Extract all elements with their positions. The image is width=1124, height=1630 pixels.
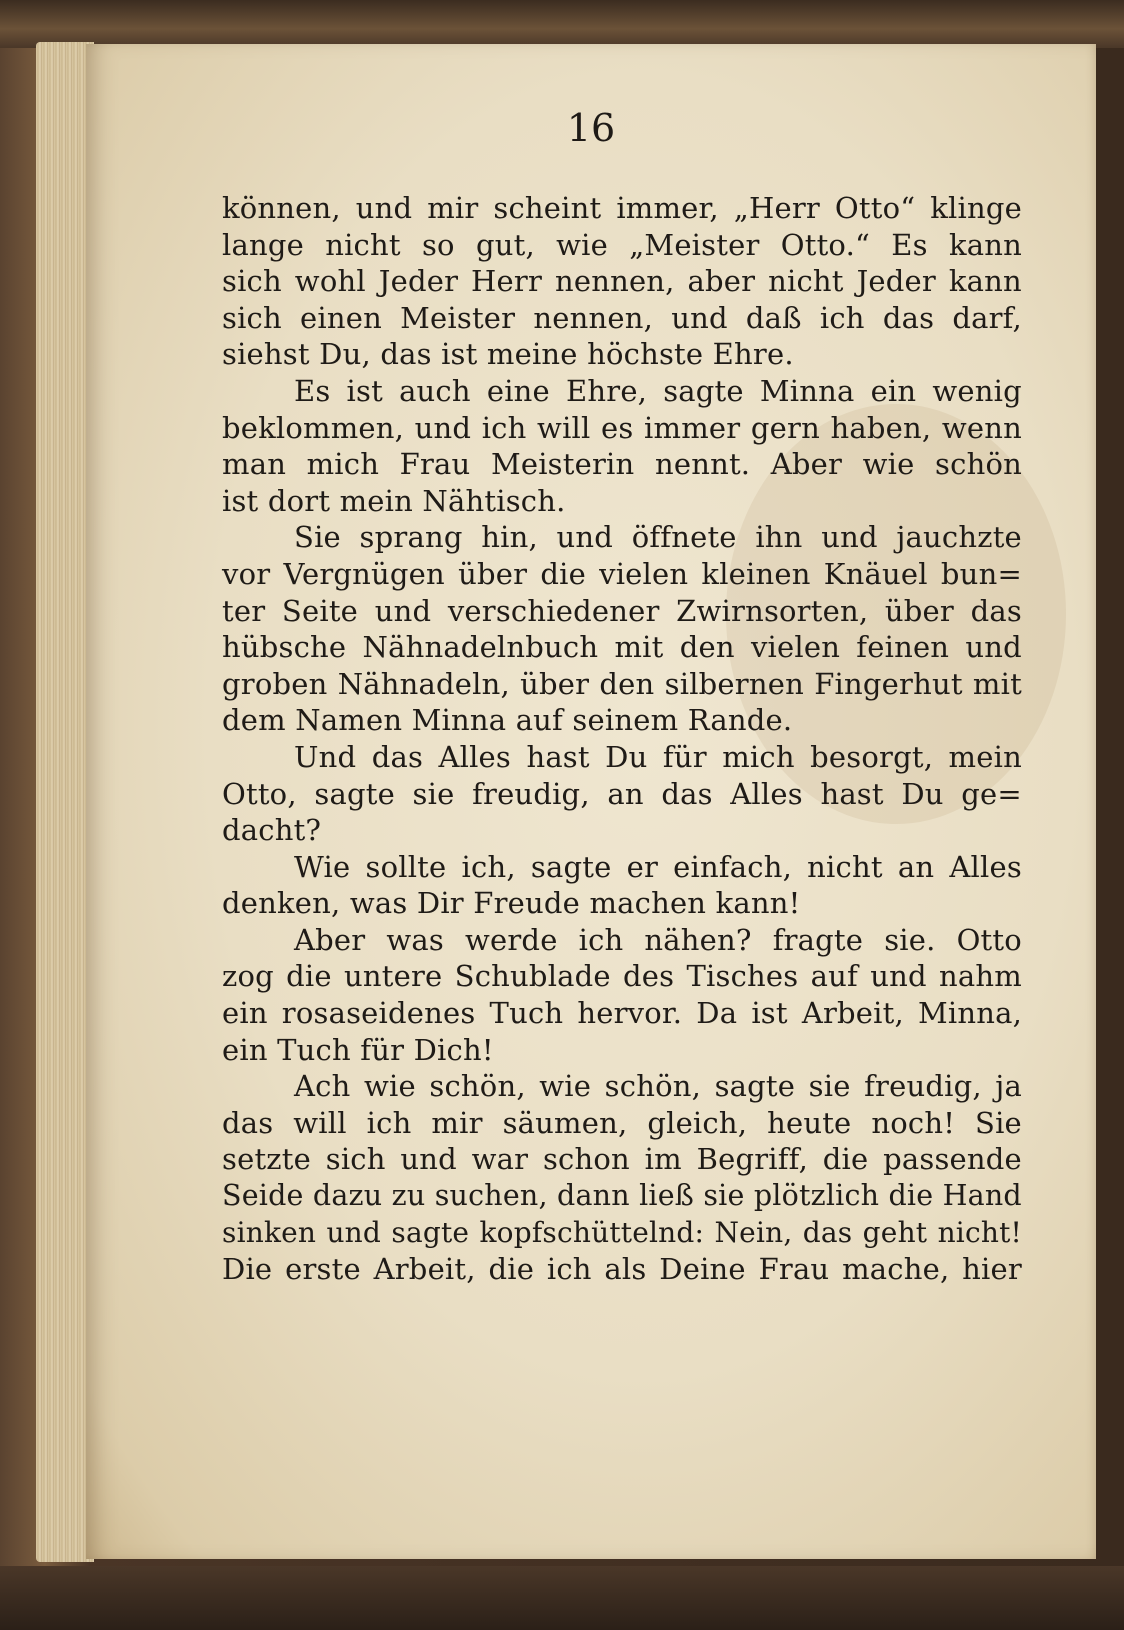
text-line: ein rosaseidenes Tuch hervor. Da ist Arbeit, Minna, <box>222 996 1022 1031</box>
text-line: Und das Alles hast Du für mich besorgt, mein <box>294 739 1022 774</box>
body-text <box>222 190 1022 1288</box>
text-line: ist dort mein Nähtisch. <box>222 483 566 518</box>
text-line: Otto, sagte sie freudig, an das Alles hast Du ge= <box>222 776 1022 811</box>
text-line: Es ist auch eine Ehre, sagte Minna ein wenig <box>294 373 1022 408</box>
text-line: sinken und sagte kopfschüttelnd: Nein, das geht nicht! <box>222 1215 1022 1249</box>
text-line: man mich Frau Meisterin nennt. Aber wie schön <box>222 447 1022 482</box>
text-line: Ach wie schön, wie schön, sagte sie freudig, ja <box>294 1069 1022 1104</box>
text-line: vor Vergnügen über die vielen kleinen Knäuel bun= <box>222 556 1022 591</box>
text-line: siehst Du, das ist meine höchste Ehre. <box>222 337 794 372</box>
text-line: sich wohl Jeder Herr nennen, aber nicht Jeder kann <box>222 264 1022 299</box>
text-line: dacht? <box>222 813 322 848</box>
page-number: 16 <box>566 106 616 150</box>
text-line: zog die untere Schublade des Tisches auf und nahm <box>222 959 1022 994</box>
text-line: ter Seite und verschiedener Zwirnsorten, über das <box>222 593 1022 628</box>
text-line: Sie sprang hin, und öffnete ihn und jauchzte <box>294 520 1022 555</box>
text-line: Die erste Arbeit, die ich als Deine Frau mache, hier <box>222 1252 1022 1287</box>
text-line: sich einen Meister nennen, und daß ich das darf, <box>222 300 1022 335</box>
text-line: können, und mir scheint immer, „Herr Otto“ klinge <box>222 191 1022 225</box>
text-line: ein Tuch für Dich! <box>222 1032 494 1067</box>
cover-top-edge <box>0 0 1124 48</box>
cover-bottom-edge <box>0 1566 1124 1630</box>
book-page <box>86 44 1096 1559</box>
text-line: beklommen, und ich will es immer gern haben, wenn <box>222 410 1022 445</box>
text-line: setzte sich und war schon im Begriff, die passende <box>222 1142 1022 1177</box>
text-line: das will ich mir säumen, gleich, heute noch! Sie <box>222 1105 1022 1140</box>
text-line: Wie sollte ich, sagte er einfach, nicht an Alles <box>294 849 1022 884</box>
text-line: denken, was Dir Freude machen kann! <box>222 886 801 921</box>
text-line: Aber was werde ich nähen? fragte sie. Otto <box>294 922 1022 957</box>
text-line: Seide dazu zu suchen, dann ließ sie plötzlich die Hand <box>222 1179 1022 1213</box>
text-line: dem Namen Minna auf seinem Rande. <box>222 703 793 738</box>
text-line: groben Nähnadeln, über den silbernen Fingerhut mit <box>222 666 1022 701</box>
text-line: hübsche Nähnadelnbuch mit den vielen feinen und <box>222 630 1022 665</box>
text-line: lange nicht so gut, wie „Meister Otto.“ Es kann <box>222 227 1022 262</box>
